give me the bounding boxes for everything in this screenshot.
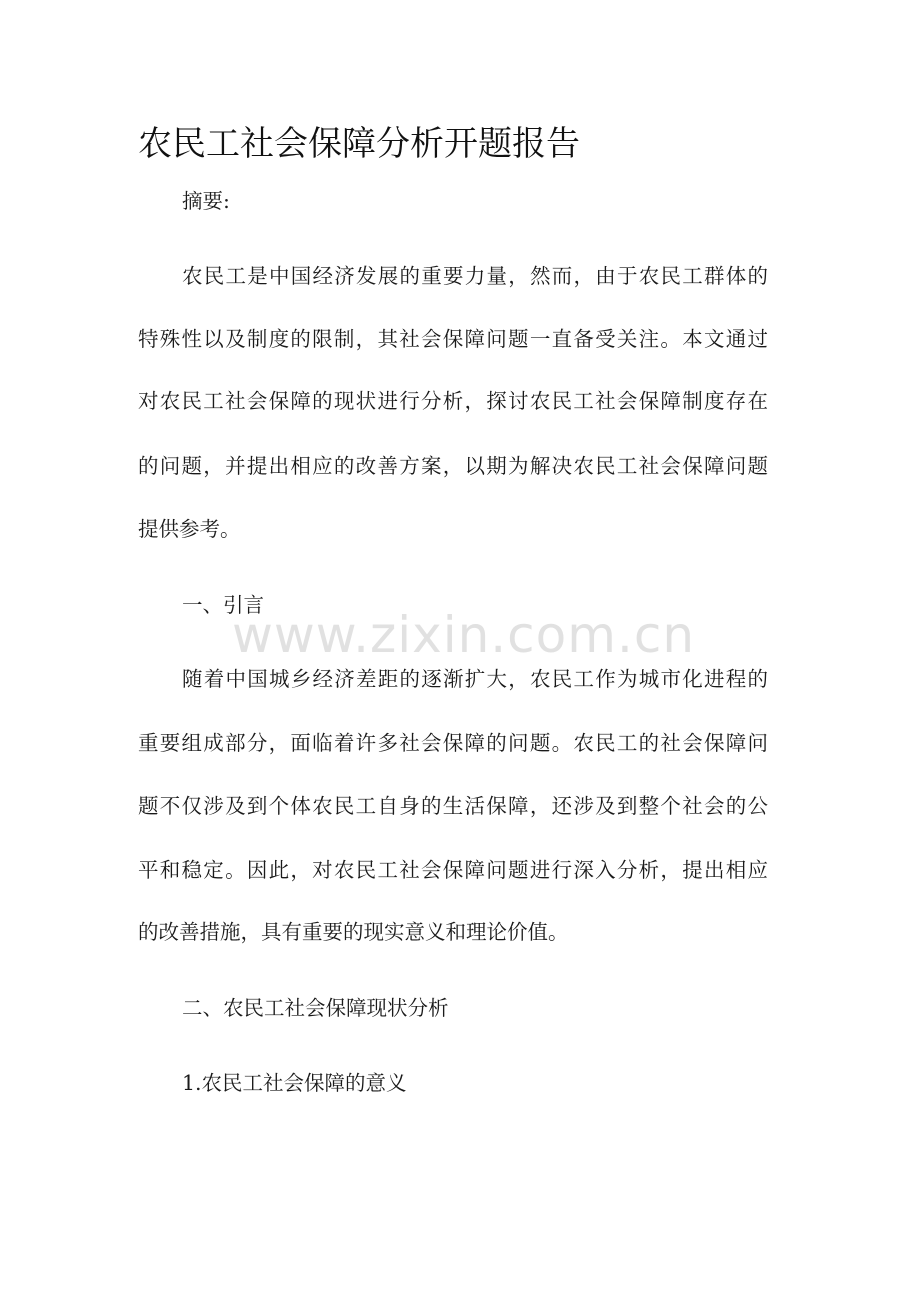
subsection-heading-significance: 1.农民工社会保障的意义 [182, 1071, 407, 1095]
abstract-line: 提供参考。 [138, 517, 241, 541]
abstract-line: 的问题，并提出相应的改善方案，以期为解决农民工社会保障问题 [138, 454, 768, 478]
watermark: www.zixin.com.cn [232, 606, 696, 664]
abstract-line: 特殊性以及制度的限制，其社会保障问题一直备受关注。本文通过 [138, 327, 768, 351]
abstract-line: 农民工是中国经济发展的重要力量，然而，由于农民工群体的 [182, 264, 768, 288]
intro-line: 随着中国城乡经济差距的逐渐扩大，农民工作为城市化进程的 [182, 667, 768, 691]
abstract-label: 摘要: [182, 189, 230, 213]
abstract-line: 对农民工社会保障的现状进行分析，探讨农民工社会保障制度存在 [138, 389, 768, 413]
intro-line: 的改善措施，具有重要的现实意义和理论价值。 [138, 920, 569, 944]
intro-line: 重要组成部分，面临着许多社会保障的问题。农民工的社会保障问 [138, 731, 768, 755]
intro-line: 平和稳定。因此，对农民工社会保障问题进行深入分析，提出相应 [138, 858, 768, 882]
intro-line: 题不仅涉及到个体农民工自身的生活保障，还涉及到整个社会的公 [138, 794, 768, 818]
section-heading-status-analysis: 二、农民工社会保障现状分析 [182, 996, 449, 1020]
document-title: 农民工社会保障分析开题报告 [138, 124, 580, 164]
section-heading-introduction: 一、引言 [182, 593, 264, 617]
